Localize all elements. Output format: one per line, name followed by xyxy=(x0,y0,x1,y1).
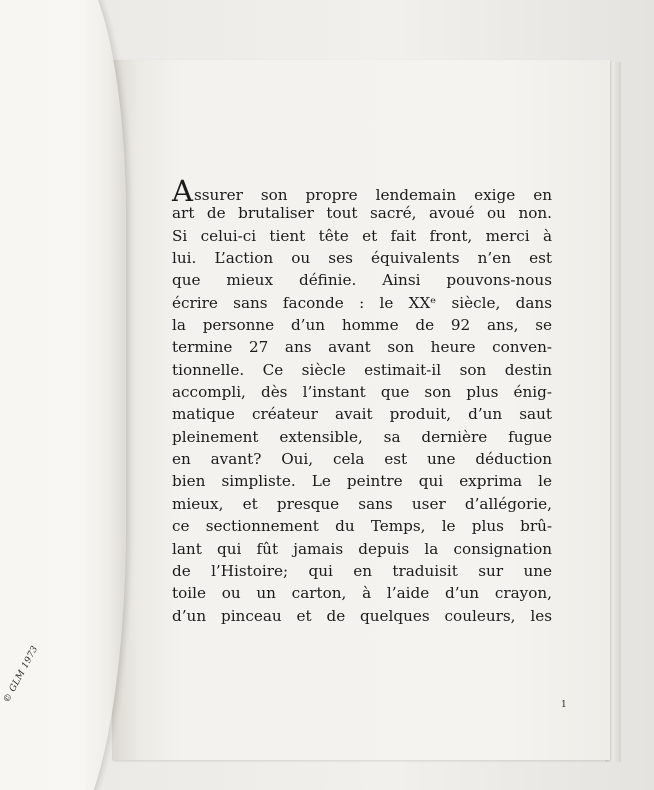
text-line: art de brutaliser tout sacré, avoué ou non. xyxy=(172,204,552,223)
text-line: de l’Histoire; qui en traduisit sur une xyxy=(172,561,552,580)
text-line: mieux, et presque sans user d’allégorie, xyxy=(172,494,552,513)
text-line-1 xyxy=(172,174,552,208)
text-line: termine 27 ans avant son heure conven- xyxy=(172,338,552,357)
copyright-notice: © GLM 1973 xyxy=(2,644,41,705)
text-line: accompli, dès l’instant que son plus énig- xyxy=(172,383,552,402)
text-line: que mieux définie. Ainsi pouvons-nous xyxy=(172,271,552,290)
text-line: toile ou un carton, à l’aide d’un crayon, xyxy=(172,584,552,603)
page-number: 1 xyxy=(561,700,567,710)
text-line: matique créateur avait produit, d’un saut xyxy=(172,405,552,424)
text-line: lui. L’action ou ses équivalents n’en est xyxy=(172,249,552,268)
text-line: bien simpliste. Le peintre qui exprima le xyxy=(172,472,552,491)
text-line: tionnelle. Ce siècle estimait-il son destin xyxy=(172,360,552,379)
text-line: pleinement extensible, sa dernière fugue xyxy=(172,427,552,446)
text-line: en avant? Oui, cela est une déduction xyxy=(172,450,552,469)
first-line-text: ssurer son propre lendemain exige en xyxy=(193,186,552,204)
text-line: d’un pinceau et de quelques couleurs, les xyxy=(172,606,552,625)
drop-cap: A xyxy=(172,174,193,208)
text-line: la personne d’un homme de 92 ans, se xyxy=(172,316,552,335)
text-line: lant qui fût jamais depuis la consignation xyxy=(172,539,552,558)
text-line: écrire sans faconde : le XXᵉ siècle, dans xyxy=(172,293,552,312)
text-line: ce sectionnement du Temps, le plus brû- xyxy=(172,517,552,536)
body-text xyxy=(172,174,552,627)
text-line: Si celui-ci tient tête et fait front, merci à xyxy=(172,226,552,245)
